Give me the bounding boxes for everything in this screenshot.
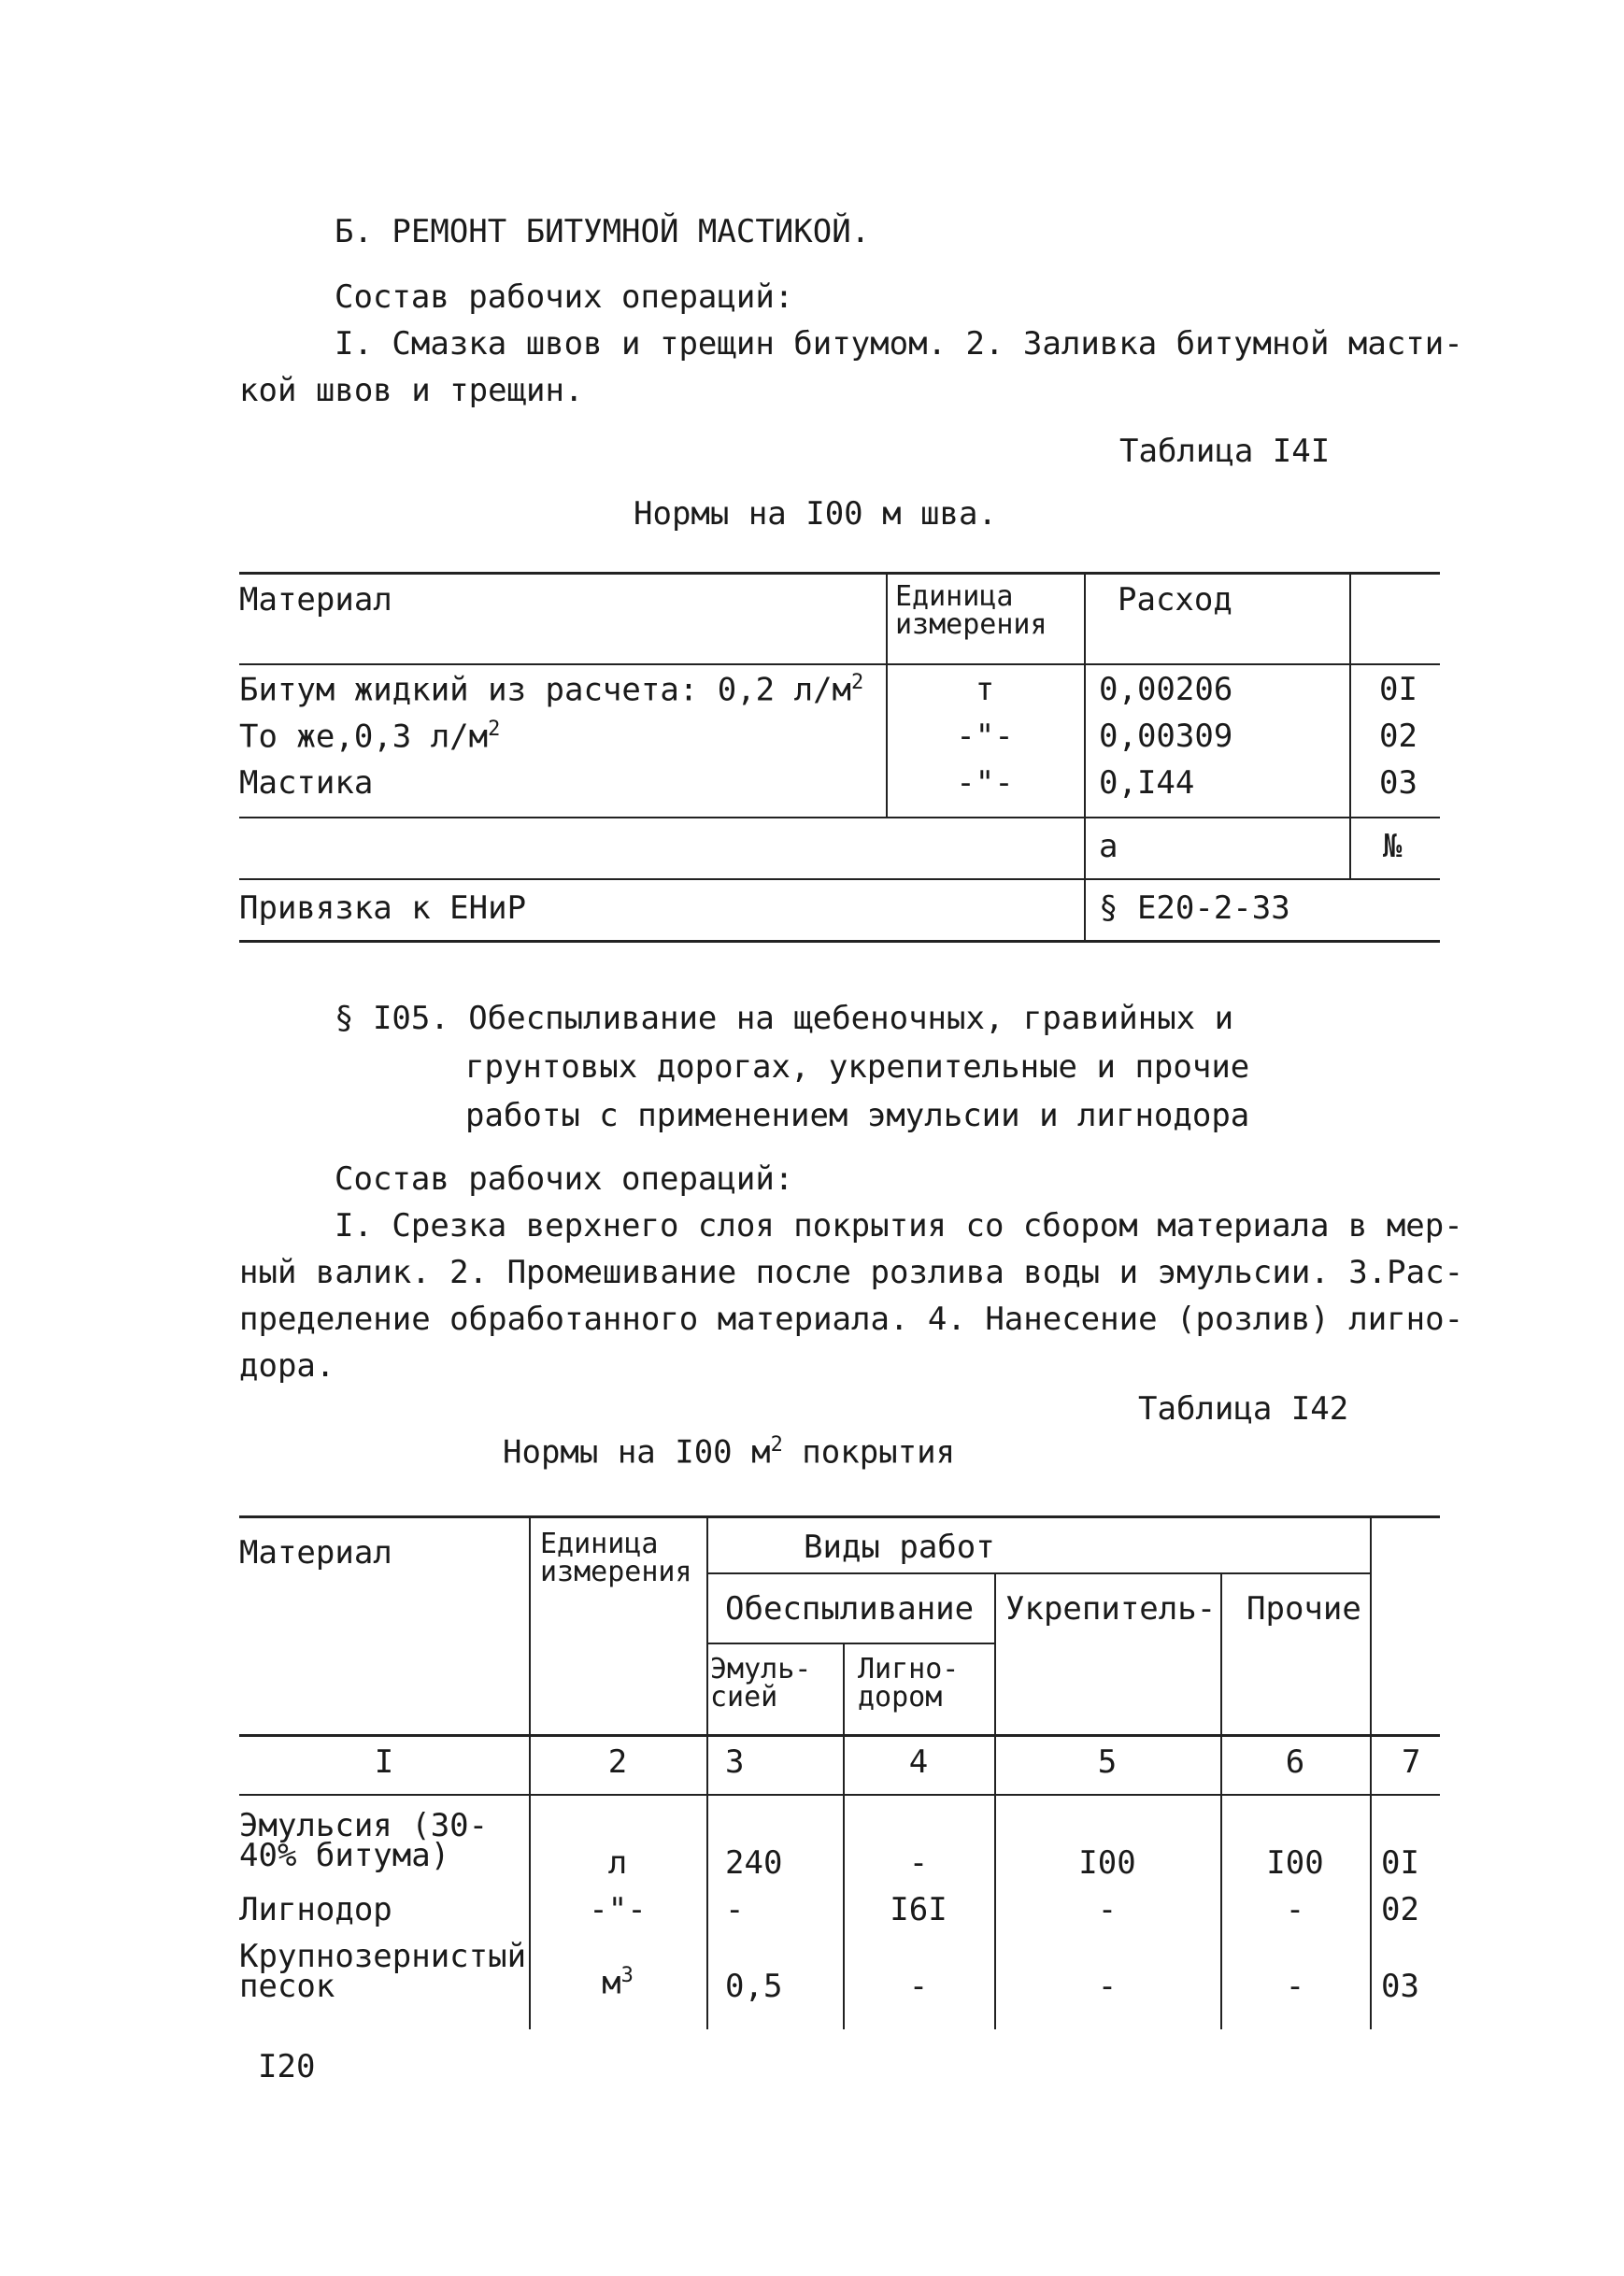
column-number: 3 <box>725 1743 745 1781</box>
table-cell: - <box>908 1844 929 1882</box>
header-lignodor: Лигно- дором <box>858 1653 960 1714</box>
table-cell: 0I <box>1379 671 1417 708</box>
header-dedusting: Обеспыливание <box>725 1590 975 1628</box>
operations-title: Состав рабочих операций: <box>335 1160 794 1198</box>
table-cell: 03 <box>1379 764 1417 802</box>
column-number: 5 <box>1097 1743 1118 1781</box>
operations-line: I. Смазка швов и трещин битумом. 2. Заливка битумной масти- <box>335 325 1463 363</box>
column-number: 2 <box>607 1743 628 1781</box>
table-cell: т <box>975 671 995 708</box>
header-material: Материал <box>239 581 392 619</box>
table-cell: - <box>1097 1891 1118 1928</box>
table-cell: 0,5 <box>725 1968 783 2005</box>
header-emulsion: Эмуль- сией <box>710 1653 812 1714</box>
table-cell: 240 <box>725 1844 783 1882</box>
column-label: а <box>1099 828 1118 865</box>
binding-value: § Е20-2-33 <box>1099 889 1290 927</box>
section-title: § I05. Обеспыливание на щебеночных, гравийных и <box>335 1000 1234 1037</box>
table-row: Эмульсия (30- 40% битума) <box>239 1807 489 1874</box>
header-other: Прочие <box>1246 1590 1361 1628</box>
table-cell: 0,00309 <box>1099 718 1233 755</box>
table-cell: I6I <box>890 1891 947 1928</box>
table-cell: -"- <box>589 1891 647 1928</box>
header-work-types: Виды работ <box>804 1529 995 1566</box>
section-title: работы с применением эмульсии и лигнодора <box>465 1097 1250 1134</box>
table-cell: -"- <box>956 764 1014 802</box>
table-cell: -"- <box>956 718 1014 755</box>
table-cell: - <box>725 1891 745 1928</box>
header-strengthening: Укрепитель- <box>1005 1590 1217 1628</box>
table-cell: 03 <box>1381 1968 1419 2005</box>
table-caption: Нормы на I00 м шва. <box>634 495 997 533</box>
table-caption: Нормы на I00 $м^2$ покрытия <box>503 1433 956 1472</box>
table-row: То же,0,3 $л/м^2$ <box>239 718 501 756</box>
operations-title: Состав рабочих операций: <box>335 278 794 316</box>
section-heading: Б. РЕМОНТ БИТУМНОЙ МАСТИКОЙ. <box>335 213 871 250</box>
table-cell: I00 <box>1078 1844 1136 1882</box>
binding-label: Привязка к ЕНиР <box>239 889 527 927</box>
table-cell: - <box>1285 1968 1305 2005</box>
table-row: Битум жидкий из расчета: 0,2 $л/м^2$ <box>239 671 864 709</box>
table-cell: л <box>607 1844 628 1882</box>
table-cell: 0I <box>1381 1844 1419 1882</box>
table-label: Таблица I42 <box>1138 1390 1349 1428</box>
operations-line: ный валик. 2. Промешивание после розлива воды и эмульсии. 3.Рас- <box>239 1254 1464 1291</box>
column-number: I <box>374 1743 394 1781</box>
table-cell: 02 <box>1381 1891 1419 1928</box>
header-unit: Единица измерения <box>540 1528 692 1588</box>
operations-line: кой швов и трещин. <box>239 372 584 409</box>
operations-line: I. Срезка верхнего слоя покрытия со сбором материала в мер- <box>335 1207 1463 1245</box>
operations-line: пределение обработанного материала. 4. Нанесение (розлив) лигно- <box>239 1301 1464 1338</box>
column-number: 4 <box>908 1743 929 1781</box>
page-number: I20 <box>258 2048 316 2085</box>
table-cell: - <box>1285 1891 1305 1928</box>
table-cell: I00 <box>1266 1844 1324 1882</box>
table-row: Мастика <box>239 764 374 802</box>
table-cell: $м^3$ <box>602 1964 634 2002</box>
column-number: 6 <box>1285 1743 1305 1781</box>
header-unit: Единица измерения <box>895 580 1047 641</box>
table-cell: 0,I44 <box>1099 764 1195 802</box>
table-row: Крупнозернистый песок <box>239 1938 527 2005</box>
column-number: 7 <box>1402 1743 1421 1781</box>
table-row: Лигнодор <box>239 1891 392 1928</box>
table-label: Таблица I4I <box>1119 433 1331 470</box>
operations-line: дора. <box>239 1347 335 1385</box>
table-cell: - <box>1097 1968 1118 2005</box>
column-label: № <box>1383 828 1403 865</box>
table-cell: 0,00206 <box>1099 671 1233 708</box>
header-material: Материал <box>239 1534 392 1572</box>
table-cell: - <box>908 1968 929 2005</box>
section-title: грунтовых дорогах, укрепительные и прочие <box>465 1048 1250 1086</box>
header-consumption: Расход <box>1118 581 1232 619</box>
table-cell: 02 <box>1379 718 1417 755</box>
